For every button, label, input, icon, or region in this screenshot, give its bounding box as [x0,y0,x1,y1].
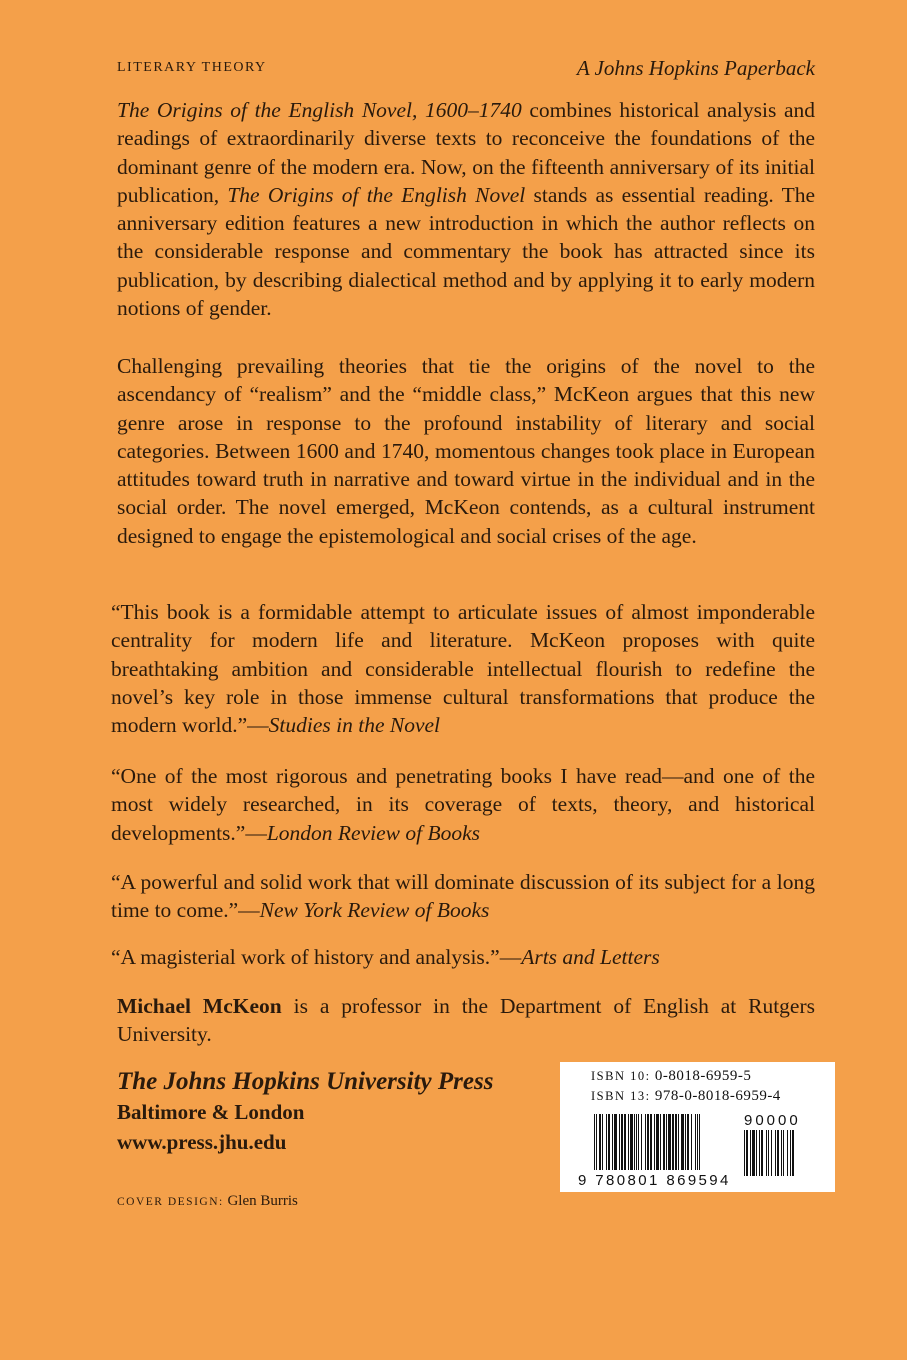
barcode-bar [645,1114,646,1170]
barcode-bar [746,1130,748,1176]
barcode-bar [792,1130,794,1176]
barcode-bar [599,1114,601,1170]
barcode-bar [619,1114,620,1170]
barcode-bar [663,1114,665,1170]
barcode-bar [685,1114,686,1170]
barcode-bar [699,1114,700,1170]
author-bio-text: is a professor in the Department of English at Rutgers University. [117,994,815,1047]
barcode-bar [641,1114,642,1170]
barcode-bar [621,1114,623,1170]
description-text-a: combines historical analysis and readings of extraordinarily diverse texts to reconceive the foundations of the dominant genre of the modern era. Now, on the fifteenth anniversary of its initial publication, [117,98,815,207]
cover-design-label: COVER DESIGN: [117,1196,224,1208]
publisher-name: The Johns Hopkins University Press [117,1068,494,1095]
review-text: “One of the most rigorous and penetrating books I have read—and one of the most widely researched, in its coverage of texts, theory, and historical developments.”— [111,764,815,845]
barcode-bar [675,1114,677,1170]
author-bio [117,992,815,1049]
isbn13-label: ISBN 13: [591,1089,651,1103]
barcode-bar [634,1114,635,1170]
barcode-bar [761,1130,763,1176]
barcode-bar [759,1130,760,1176]
barcode-bar [666,1114,667,1170]
review-source: New York Review of Books [259,898,490,923]
barcode-bar [744,1130,745,1176]
barcode-bar [668,1114,671,1170]
category-label: LITERARY THEORY [117,60,267,75]
barcode-bar [771,1130,772,1176]
barcode-bar [608,1114,610,1170]
barcode-bar [691,1114,692,1170]
barcode-bar [650,1114,652,1170]
publisher-city: Baltimore & London [117,1100,305,1124]
review-source: Studies in the Novel [268,713,441,738]
barcode-bar [654,1114,655,1170]
barcode-bar [687,1114,689,1170]
review-source: London Review of Books [266,820,481,845]
publisher-url: www.press.jhu.edu [117,1130,287,1154]
review-text: “A magisterial work of history and analysis.”— [111,945,522,969]
barcode-bar [777,1130,779,1176]
barcode-bar [697,1114,698,1170]
review-text: “A powerful and solid work that will dominate discussion of its subject for a long time to come.”— [111,870,815,923]
barcode-bar [768,1130,769,1176]
barcode-bar [756,1130,757,1176]
barcode-bar [660,1114,661,1170]
barcode-bar [636,1114,637,1170]
review-quote [111,598,815,739]
isbn10-line [591,1068,751,1085]
description-paragraph-1 [117,96,815,322]
barcode-bar [630,1114,633,1170]
book-title: The Origins of the English Novel, 1600–1740 [117,98,522,122]
review-source: Arts and Letters [521,945,660,969]
addon-digits: 90000 [744,1112,801,1129]
cover-designer: Glen Burris [227,1193,298,1209]
barcode-panel [560,1062,835,1192]
isbn13-line [591,1088,781,1105]
barcode-bar [602,1114,603,1170]
barcode-bar [766,1130,767,1176]
barcode-bar [681,1114,684,1170]
barcode-bar [672,1114,674,1170]
barcode-bar [695,1114,696,1170]
review-quote [111,762,815,847]
barcode-bar [596,1114,597,1170]
review-quote [111,868,815,925]
author-name: Michael McKeon [117,994,282,1018]
barcode-bar [614,1114,617,1170]
barcode-bar [647,1114,649,1170]
barcode-bar [624,1114,626,1170]
barcode-bar [752,1130,755,1176]
review-text: “This book is a formidable attempt to articulate issues of almost imponderable centrality for modern life and literature. McKeon proposes with quite breathtaking ambition and considerable intellectual flourish to redefine the novel’s key role in those immense cultural transformations that produce the modern world.”— [111,600,815,738]
barcode-bar [775,1130,776,1176]
barcode-bar [787,1130,788,1176]
series-label: A Johns Hopkins Paperback [576,56,815,80]
isbn10-label: ISBN 10: [591,1069,651,1083]
barcode-bar [606,1114,607,1170]
barcode-bar [781,1130,782,1176]
barcode-bar [750,1130,751,1176]
description-text-b: stands as essential reading. The anniversary edition features a new introduction in which the author reflects on the considerable response and commentary the book has attracted since its publication, by describing dialectical method and by applying it to early modern notions of gender. [117,182,815,321]
barcode-bar [594,1114,595,1170]
isbn13-value: 978-0-8018-6959-4 [654,1088,781,1104]
barcode-bar [678,1114,679,1170]
ean-barcode [594,1114,740,1176]
barcode-bar [612,1114,613,1170]
barcode-bar [783,1130,784,1176]
barcode-bar [638,1114,639,1170]
ean-digits: 9 780801 869594 [578,1172,731,1189]
addon-barcode [744,1130,816,1180]
barcode-bar [656,1114,659,1170]
barcode-bar [790,1130,791,1176]
description-paragraph-2: Challenging prevailing theories that tie the origins of the novel to the ascendancy of “realism” and the “middle class,” McKeon argues that this new genre arose in response to the profound instability of literary and social categories. Between 1600 and 1740, momentous changes took place in European attitudes toward truth in narrative and toward virtue in the individual and in the social order. The novel emerged, McKeon contends, as a cultural instrument designed to engage the epistemological and social crises of the age. [117,354,815,548]
cover-design-credit [117,1193,298,1210]
isbn10-value: 0-8018-6959-5 [654,1068,752,1084]
book-title-repeat: The Origins of the English Novel [227,182,526,207]
barcode-bar [628,1114,629,1170]
review-quote [111,943,815,971]
